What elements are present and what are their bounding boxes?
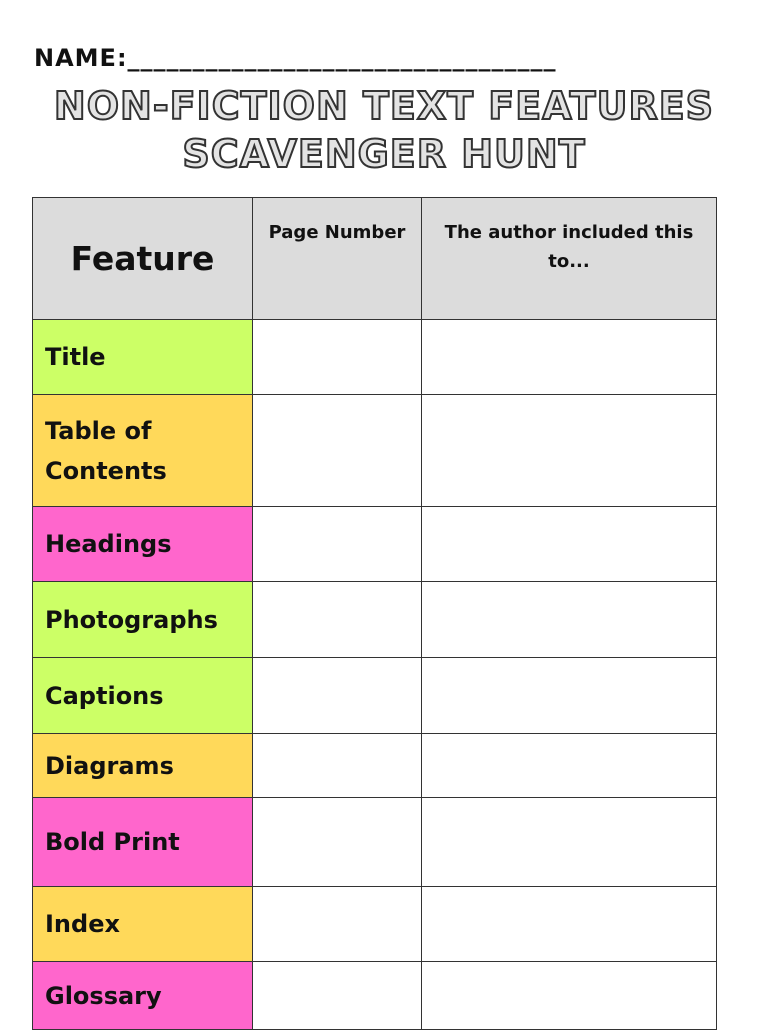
worksheet-title-line-2: SCAVENGER HUNT — [182, 132, 586, 176]
table-row — [33, 798, 717, 887]
page-number-cell[interactable] — [253, 507, 422, 582]
page-number-cell[interactable] — [253, 798, 422, 887]
author-purpose-cell[interactable] — [422, 507, 717, 582]
table-row — [33, 507, 717, 582]
page-number-cell[interactable] — [253, 658, 422, 734]
page-number-cell[interactable] — [253, 734, 422, 798]
page-number-cell[interactable] — [253, 887, 422, 962]
table-row — [33, 582, 717, 658]
author-purpose-cell[interactable] — [422, 582, 717, 658]
worksheet-title-line-1: NON-FICTION TEXT FEATURES — [53, 84, 715, 128]
feature-cell-headings: Headings — [33, 507, 253, 582]
table-row — [33, 320, 717, 395]
scavenger-hunt-table — [32, 197, 717, 1030]
author-purpose-cell[interactable] — [422, 734, 717, 798]
author-purpose-cell[interactable] — [422, 395, 717, 507]
page-number-cell[interactable] — [253, 582, 422, 658]
feature-cell-title: Title — [33, 320, 253, 395]
author-purpose-cell[interactable] — [422, 887, 717, 962]
feature-cell-photographs: Photographs — [33, 582, 253, 658]
column-header-author-purpose: The author included this to... — [422, 198, 717, 320]
table-row — [33, 395, 717, 507]
table-row — [33, 734, 717, 798]
page-number-cell[interactable] — [253, 320, 422, 395]
feature-cell-captions: Captions — [33, 658, 253, 734]
feature-cell-index: Index — [33, 887, 253, 962]
feature-cell-glossary: Glossary — [33, 962, 253, 1030]
table-header-row — [33, 198, 717, 320]
table-row — [33, 887, 717, 962]
author-purpose-cell[interactable] — [422, 658, 717, 734]
page-number-cell[interactable] — [253, 962, 422, 1030]
feature-cell-diagrams: Diagrams — [33, 734, 253, 798]
feature-cell-bold-print: Bold Print — [33, 798, 253, 887]
table-row — [33, 658, 717, 734]
name-field-label: NAME:_________________________________ — [34, 44, 557, 72]
column-header-page-number: Page Number — [253, 198, 422, 320]
page-number-cell[interactable] — [253, 395, 422, 507]
author-purpose-cell[interactable] — [422, 962, 717, 1030]
author-purpose-cell[interactable] — [422, 320, 717, 395]
author-purpose-cell[interactable] — [422, 798, 717, 887]
feature-cell-table-of-contents: Table of Contents — [33, 395, 253, 507]
table-row — [33, 962, 717, 1030]
column-header-feature: Feature — [33, 198, 253, 320]
